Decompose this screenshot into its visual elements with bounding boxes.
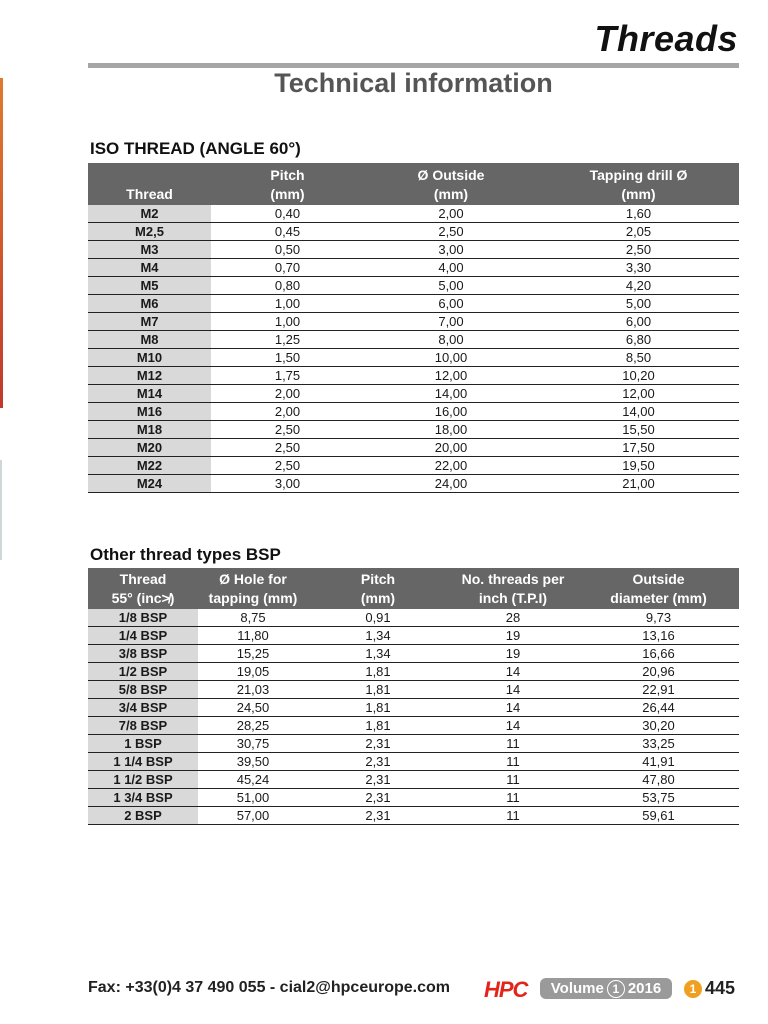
value-cell: 1,81	[308, 717, 448, 735]
iso-column-header	[88, 163, 211, 205]
value-cell: 3,00	[364, 241, 538, 259]
thread-size-cell: M18	[88, 421, 211, 439]
table-row	[88, 439, 739, 457]
bsp-header-line: inch (T.P.I)	[478, 589, 548, 606]
thread-size-cell: M2	[88, 205, 211, 223]
value-cell: 1,00	[211, 313, 364, 331]
value-cell: 1,50	[211, 349, 364, 367]
value-cell: 2,31	[308, 807, 448, 825]
thread-size-cell: 1/2 BSP	[88, 663, 198, 681]
value-cell: 10,20	[538, 367, 739, 385]
thread-size-cell: M4	[88, 259, 211, 277]
value-cell: 5,00	[538, 295, 739, 313]
value-cell: 18,00	[364, 421, 538, 439]
thread-size-cell: 1 1/2 BSP	[88, 771, 198, 789]
bsp-header-line: No. threads per	[461, 570, 565, 587]
value-cell: 14	[448, 681, 578, 699]
table-row	[88, 367, 739, 385]
value-cell: 2,31	[308, 771, 448, 789]
table-row	[88, 313, 739, 331]
value-cell: 1,75	[211, 367, 364, 385]
section-number-badge: 1	[684, 980, 702, 998]
bsp-header-line: (mm)	[360, 589, 396, 606]
bsp-header-row	[88, 568, 739, 609]
iso-thread-table	[88, 163, 739, 493]
value-cell: 41,91	[578, 753, 739, 771]
value-cell: 12,00	[364, 367, 538, 385]
bsp-column-header	[88, 568, 198, 609]
value-cell: 1,25	[211, 331, 364, 349]
thread-size-cell: M5	[88, 277, 211, 295]
bsp-header-line: Outside	[632, 570, 685, 587]
bsp-header-line: Pitch	[360, 570, 396, 587]
table-row	[88, 627, 739, 645]
value-cell: 22,00	[364, 457, 538, 475]
thread-size-cell: 3/4 BSP	[88, 699, 198, 717]
value-cell: 47,80	[578, 771, 739, 789]
iso-header-line: Ø Outside	[417, 167, 485, 183]
bsp-header-line: tapping (mm)	[208, 589, 298, 606]
table-row	[88, 277, 739, 295]
table-row	[88, 223, 739, 241]
table-row	[88, 349, 739, 367]
table-row	[88, 205, 739, 223]
value-cell: 33,25	[578, 735, 739, 753]
thread-size-cell: 1/4 BSP	[88, 627, 198, 645]
table-row	[88, 771, 739, 789]
value-cell: 3,30	[538, 259, 739, 277]
value-cell: 15,25	[198, 645, 308, 663]
page-heading: Threads	[594, 18, 738, 59]
table-row	[88, 457, 739, 475]
value-cell: 30,20	[578, 717, 739, 735]
value-cell: 7,00	[364, 313, 538, 331]
bsp-column-header	[308, 568, 448, 609]
iso-column-header	[211, 163, 364, 205]
value-cell: 1,34	[308, 645, 448, 663]
table-row	[88, 403, 739, 421]
value-cell: 2,31	[308, 789, 448, 807]
table-row	[88, 645, 739, 663]
thread-size-cell: M7	[88, 313, 211, 331]
table-row	[88, 717, 739, 735]
value-cell: 14	[448, 663, 578, 681]
thread-size-cell: M20	[88, 439, 211, 457]
value-cell: 20,96	[578, 663, 739, 681]
value-cell: 1,81	[308, 663, 448, 681]
bsp-column-header	[198, 568, 308, 609]
value-cell: 24,00	[364, 475, 538, 493]
value-cell: 0,80	[211, 277, 364, 295]
iso-header-line: Thread	[126, 186, 173, 202]
value-cell: 4,00	[364, 259, 538, 277]
thread-size-cell: M22	[88, 457, 211, 475]
volume-badge	[540, 978, 672, 999]
value-cell: 14	[448, 699, 578, 717]
value-cell: 11	[448, 807, 578, 825]
thread-size-cell: M3	[88, 241, 211, 259]
iso-header-line: Tapping drill Ø	[589, 167, 688, 183]
value-cell: 1,34	[308, 627, 448, 645]
thread-size-cell: M10	[88, 349, 211, 367]
thread-size-cell: 5/8 BSP	[88, 681, 198, 699]
bsp-header-line: Ø Hole for	[219, 570, 287, 587]
value-cell: 30,75	[198, 735, 308, 753]
value-cell: 11	[448, 771, 578, 789]
bsp-header-line: Thread	[119, 570, 167, 587]
value-cell: 20,00	[364, 439, 538, 457]
value-cell: 53,75	[578, 789, 739, 807]
value-cell: 14,00	[364, 385, 538, 403]
iso-header-line: (mm)	[621, 186, 656, 202]
value-cell: 6,00	[538, 313, 739, 331]
bsp-column-header	[448, 568, 578, 609]
value-cell: 28	[448, 609, 578, 627]
value-cell: 3,00	[211, 475, 364, 493]
table-row	[88, 331, 739, 349]
value-cell: 19	[448, 645, 578, 663]
thread-size-cell: 1 3/4 BSP	[88, 789, 198, 807]
value-cell: 19,05	[198, 663, 308, 681]
bsp-thread-table	[88, 568, 739, 825]
iso-table-header	[88, 163, 739, 205]
hpc-logo: HPC	[484, 977, 528, 1002]
value-cell: 1,00	[211, 295, 364, 313]
value-cell: 2,50	[211, 421, 364, 439]
table-row	[88, 385, 739, 403]
page-number: 445	[705, 978, 736, 998]
value-cell: 24,50	[198, 699, 308, 717]
iso-section-title: ISO THREAD (ANGLE 60°)	[90, 139, 301, 158]
value-cell: 19,50	[538, 457, 739, 475]
table-row	[88, 699, 739, 717]
iso-table-body	[88, 205, 739, 493]
value-cell: 28,25	[198, 717, 308, 735]
value-cell: 2,31	[308, 735, 448, 753]
table-row	[88, 259, 739, 277]
value-cell: 2,50	[364, 223, 538, 241]
value-cell: 2,50	[538, 241, 739, 259]
value-cell: 2,50	[211, 439, 364, 457]
thread-size-cell: 1 1/4 BSP	[88, 753, 198, 771]
iso-header-line: (mm)	[270, 186, 305, 202]
iso-header-line: (mm)	[433, 186, 469, 202]
value-cell: 21,03	[198, 681, 308, 699]
table-row	[88, 789, 739, 807]
footer-contact: Fax: +33(0)4 37 490 055 - cial2@hpceurope.com	[88, 979, 450, 996]
value-cell: 6,80	[538, 331, 739, 349]
value-cell: 0,50	[211, 241, 364, 259]
page-footer	[88, 978, 739, 1002]
value-cell: 9,73	[578, 609, 739, 627]
page-edge-tab	[0, 78, 3, 408]
value-cell: 6,00	[364, 295, 538, 313]
value-cell: 0,91	[308, 609, 448, 627]
value-cell: 11	[448, 735, 578, 753]
value-cell: 2,31	[308, 753, 448, 771]
value-cell: 1,81	[308, 681, 448, 699]
value-cell: 21,00	[538, 475, 739, 493]
table-row	[88, 681, 739, 699]
value-cell: 13,16	[578, 627, 739, 645]
value-cell: 2,00	[364, 205, 538, 223]
page-edge-mark	[0, 460, 2, 560]
thread-size-cell: 1/8 BSP	[88, 609, 198, 627]
bsp-column-header	[578, 568, 739, 609]
thread-size-cell: M14	[88, 385, 211, 403]
table-row	[88, 753, 739, 771]
value-cell: 26,44	[578, 699, 739, 717]
value-cell: 12,00	[538, 385, 739, 403]
page-subtitle: Technical information	[274, 68, 553, 98]
bsp-table-body	[88, 609, 739, 825]
value-cell: 15,50	[538, 421, 739, 439]
iso-header-line: Pitch	[270, 167, 305, 183]
value-cell: 16,66	[578, 645, 739, 663]
value-cell: 39,50	[198, 753, 308, 771]
value-cell: 5,00	[364, 277, 538, 295]
value-cell: 45,24	[198, 771, 308, 789]
thread-size-cell: M6	[88, 295, 211, 313]
thread-size-cell: 7/8 BSP	[88, 717, 198, 735]
volume-number: 1	[607, 980, 625, 998]
value-cell: 2,00	[211, 403, 364, 421]
table-row	[88, 475, 739, 493]
value-cell: 1,60	[538, 205, 739, 223]
value-cell: 4,20	[538, 277, 739, 295]
value-cell: 14	[448, 717, 578, 735]
value-cell: 51,00	[198, 789, 308, 807]
thread-size-cell: M8	[88, 331, 211, 349]
value-cell: 19	[448, 627, 578, 645]
table-row	[88, 421, 739, 439]
value-cell: 2,50	[211, 457, 364, 475]
volume-year: 2016	[627, 980, 662, 997]
value-cell: 0,70	[211, 259, 364, 277]
value-cell: 11	[448, 789, 578, 807]
table-row	[88, 663, 739, 681]
value-cell: 11,80	[198, 627, 308, 645]
value-cell: 57,00	[198, 807, 308, 825]
table-row	[88, 609, 739, 627]
bsp-table-header	[88, 568, 739, 609]
thread-size-cell: M24	[88, 475, 211, 493]
thread-size-cell: M16	[88, 403, 211, 421]
thread-size-cell: 1 BSP	[88, 735, 198, 753]
value-cell: 1,81	[308, 699, 448, 717]
thread-size-cell: 3/8 BSP	[88, 645, 198, 663]
thread-size-cell: 2 BSP	[88, 807, 198, 825]
value-cell: 59,61	[578, 807, 739, 825]
value-cell: 2,00	[211, 385, 364, 403]
iso-column-header	[538, 163, 739, 205]
value-cell: 14,00	[538, 403, 739, 421]
volume-label: Volume	[550, 980, 604, 997]
value-cell: 11	[448, 753, 578, 771]
value-cell: 8,75	[198, 609, 308, 627]
value-cell: 22,91	[578, 681, 739, 699]
bsp-header-line: 55° (inc≯)	[111, 589, 175, 606]
value-cell: 10,00	[364, 349, 538, 367]
thread-size-cell: M2,5	[88, 223, 211, 241]
bsp-header-line: diameter (mm)	[610, 589, 707, 606]
iso-column-header	[364, 163, 538, 205]
table-row	[88, 735, 739, 753]
value-cell: 16,00	[364, 403, 538, 421]
value-cell: 8,00	[364, 331, 538, 349]
thread-size-cell: M12	[88, 367, 211, 385]
table-row	[88, 241, 739, 259]
value-cell: 17,50	[538, 439, 739, 457]
iso-header-row	[88, 163, 739, 205]
value-cell: 8,50	[538, 349, 739, 367]
value-cell: 0,40	[211, 205, 364, 223]
value-cell: 2,05	[538, 223, 739, 241]
bsp-section-title: Other thread types BSP	[90, 545, 281, 564]
value-cell: 0,45	[211, 223, 364, 241]
table-row	[88, 295, 739, 313]
table-row	[88, 807, 739, 825]
